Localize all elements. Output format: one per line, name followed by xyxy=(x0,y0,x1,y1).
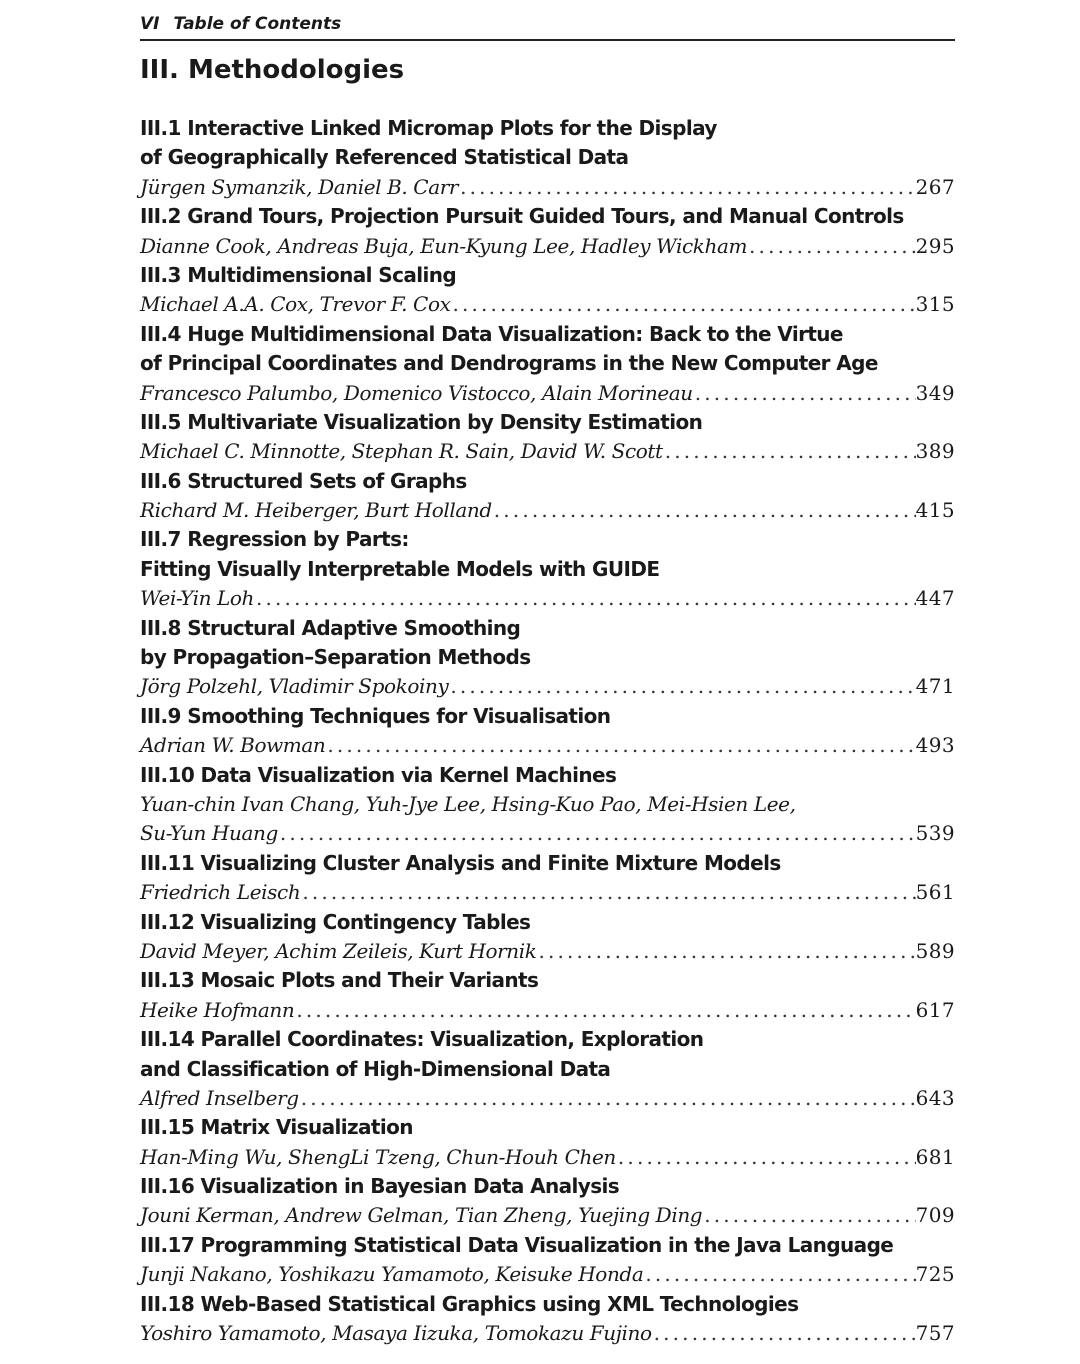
page-number[interactable]: 295 xyxy=(915,233,955,258)
entry-author-row xyxy=(140,996,955,1025)
entry-author-row xyxy=(140,379,955,408)
dot-leader xyxy=(663,437,916,466)
entry-title-line: III.13 Mosaic Plots and Their Variants xyxy=(140,968,539,993)
entry-author-row xyxy=(140,937,955,966)
entry-authors: Richard M. Heiberger, Burt Holland xyxy=(140,498,492,523)
entry-author-row xyxy=(140,1260,955,1289)
toc-entry[interactable] xyxy=(140,614,955,702)
entry-author-row xyxy=(140,496,955,525)
entry-authors: Jouni Kerman, Andrew Gelman, Tian Zheng, Yuejing Ding xyxy=(140,1203,703,1228)
toc-entry[interactable] xyxy=(140,261,955,320)
page-number[interactable]: 725 xyxy=(915,1262,955,1287)
page-number[interactable]: 267 xyxy=(915,174,955,199)
folio: VI xyxy=(140,14,160,34)
dot-leader xyxy=(458,173,916,202)
entry-authors: Junji Nakano, Yoshikazu Yamamoto, Keisuke Honda xyxy=(140,1262,644,1287)
entry-title-line: and Classification of High-Dimensional Data xyxy=(140,1056,611,1081)
toc-entry[interactable] xyxy=(140,1231,955,1290)
entry-title-line: III.4 Huge Multidimensional Data Visualization: Back to the Virtue xyxy=(140,321,843,346)
toc-entry[interactable] xyxy=(140,761,955,849)
running-head xyxy=(140,12,955,41)
dot-leader xyxy=(693,379,916,408)
entry-title-line: III.8 Structural Adaptive Smoothing xyxy=(140,615,521,640)
entry-author-row xyxy=(140,1084,955,1113)
page-number[interactable]: 315 xyxy=(915,292,955,317)
dot-leader xyxy=(448,672,915,701)
entry-title-line: III.2 Grand Tours, Projection Pursuit Guided Tours, and Manual Controls xyxy=(140,204,904,229)
entry-title-line: III.12 Visualizing Contingency Tables xyxy=(140,909,531,934)
entry-title-line: of Principal Coordinates and Dendrograms in the New Computer Age xyxy=(140,351,878,376)
page-number[interactable]: 561 xyxy=(915,880,955,905)
page-number[interactable]: 709 xyxy=(915,1203,955,1228)
toc-entry[interactable] xyxy=(140,966,955,1025)
toc-entry[interactable] xyxy=(140,1172,955,1231)
page-number[interactable]: 757 xyxy=(915,1321,955,1346)
toc-entry[interactable] xyxy=(140,908,955,967)
entry-author-row xyxy=(140,1201,955,1230)
toc-list xyxy=(140,114,955,1348)
page-number[interactable]: 589 xyxy=(915,938,955,963)
toc-entry[interactable] xyxy=(140,1290,955,1349)
entry-author-row xyxy=(140,1143,955,1172)
entry-author-row xyxy=(140,819,955,848)
entry-authors: Jörg Polzehl, Vladimir Spokoiny xyxy=(140,674,449,699)
entry-authors: Friedrich Leisch xyxy=(140,880,301,905)
dot-leader xyxy=(747,232,916,261)
entry-authors: Adrian W. Bowman xyxy=(140,733,326,758)
entry-author-row xyxy=(140,173,955,202)
toc-entry[interactable] xyxy=(140,849,955,908)
toc-entry[interactable] xyxy=(140,702,955,761)
toc-entry[interactable] xyxy=(140,202,955,261)
entry-title-line: III.10 Data Visualization via Kernel Machines xyxy=(140,762,617,787)
page-number[interactable]: 447 xyxy=(915,586,955,611)
entry-title-line: III.5 Multivariate Visualization by Density Estimation xyxy=(140,409,703,434)
entry-title-line: III.14 Parallel Coordinates: Visualization, Exploration xyxy=(140,1027,704,1052)
dot-leader xyxy=(299,1084,916,1113)
entry-authors: Heike Hofmann xyxy=(140,997,295,1022)
entry-author-row xyxy=(140,437,955,466)
toc-entry[interactable] xyxy=(140,408,955,467)
entry-authors: Wei-Yin Loh xyxy=(140,586,255,611)
dot-leader xyxy=(294,996,915,1025)
entry-author-row xyxy=(140,1319,955,1348)
entry-authors: Alfred Inselberg xyxy=(140,1085,299,1110)
dot-leader xyxy=(278,819,916,848)
entry-author-row xyxy=(140,878,955,907)
entry-authors: Su-Yun Huang xyxy=(140,821,278,846)
dot-leader xyxy=(702,1201,915,1230)
entry-title-line: III.1 Interactive Linked Micromap Plots for the Display xyxy=(140,116,717,140)
entry-title-line: III.16 Visualization in Bayesian Data Analysis xyxy=(140,1174,620,1199)
entry-title-line: III.11 Visualizing Cluster Analysis and Finite Mixture Models xyxy=(140,850,781,875)
entry-title-line: III.6 Structured Sets of Graphs xyxy=(140,468,467,493)
entry-authors: Francesco Palumbo, Domenico Vistocco, Alain Morineau xyxy=(140,380,693,405)
entry-author-row xyxy=(140,232,955,261)
entry-authors: Han-Ming Wu, ShengLi Tzeng, Chun-Houh Chen xyxy=(140,1144,616,1169)
entry-authors: Yoshiro Yamamoto, Masaya Iizuka, Tomokazu Fujino xyxy=(140,1321,652,1346)
page-number[interactable]: 617 xyxy=(915,997,955,1022)
page-number[interactable]: 643 xyxy=(915,1085,955,1110)
toc-entry[interactable] xyxy=(140,525,955,613)
page-number[interactable]: 349 xyxy=(915,380,955,405)
entry-title-line: by Propagation–Separation Methods xyxy=(140,645,531,670)
dot-leader xyxy=(300,878,915,907)
entry-title-line: III.15 Matrix Visualization xyxy=(140,1115,413,1140)
entry-authors: Michael A.A. Cox, Trevor F. Cox xyxy=(140,292,451,317)
page-number[interactable]: 493 xyxy=(915,733,955,758)
entry-author-row xyxy=(140,290,955,319)
section-title: III. Methodologies xyxy=(140,55,405,85)
entry-author-row xyxy=(140,584,955,613)
entry-authors: Michael C. Minnotte, Stephan R. Sain, David W. Scott xyxy=(140,439,663,464)
toc-entry[interactable] xyxy=(140,114,955,202)
entry-title-line: III.17 Programming Statistical Data Visualization in the Java Language xyxy=(140,1232,894,1257)
page-number[interactable]: 415 xyxy=(915,498,955,523)
toc-entry[interactable] xyxy=(140,1113,955,1172)
entry-title-line: III.18 Web-Based Statistical Graphics using XML Technologies xyxy=(140,1291,799,1316)
dot-leader xyxy=(616,1143,916,1172)
dot-leader xyxy=(643,1260,915,1289)
page-number[interactable]: 471 xyxy=(915,674,955,699)
dot-leader xyxy=(450,290,915,319)
entry-title-line: III.7 Regression by Parts: xyxy=(140,527,409,552)
entry-author-row xyxy=(140,672,955,701)
dot-leader xyxy=(492,496,916,525)
toc-entry[interactable] xyxy=(140,467,955,526)
entry-title-line: III.3 Multidimensional Scaling xyxy=(140,262,457,287)
dot-leader xyxy=(652,1319,916,1348)
dot-leader xyxy=(325,731,915,760)
dot-leader xyxy=(537,937,916,966)
entry-authors: Dianne Cook, Andreas Buja, Eun-Kyung Lee, Hadley Wickham xyxy=(140,233,748,258)
entry-authors: David Meyer, Achim Zeileis, Kurt Hornik xyxy=(140,938,537,963)
entry-title-line: of Geographically Referenced Statistical Data xyxy=(140,145,629,170)
page-number[interactable]: 539 xyxy=(915,821,955,846)
page-number[interactable]: 389 xyxy=(915,439,955,464)
entry-title-line: III.9 Smoothing Techniques for Visualisation xyxy=(140,703,611,728)
page-number[interactable]: 681 xyxy=(915,1144,955,1169)
toc-entry[interactable] xyxy=(140,320,955,408)
entry-author-row xyxy=(140,731,955,760)
entry-authors: Jürgen Symanzik, Daniel B. Carr xyxy=(140,174,459,199)
dot-leader xyxy=(254,584,916,613)
entry-title-line: Fitting Visually Interpretable Models with GUIDE xyxy=(140,556,660,581)
toc-entry[interactable] xyxy=(140,1025,955,1113)
running-head-title: Table of Contents xyxy=(173,14,342,34)
entry-authors: Yuan-chin Ivan Chang, Yuh-Jye Lee, Hsing-Kuo Pao, Mei-Hsien Lee, xyxy=(140,791,796,816)
